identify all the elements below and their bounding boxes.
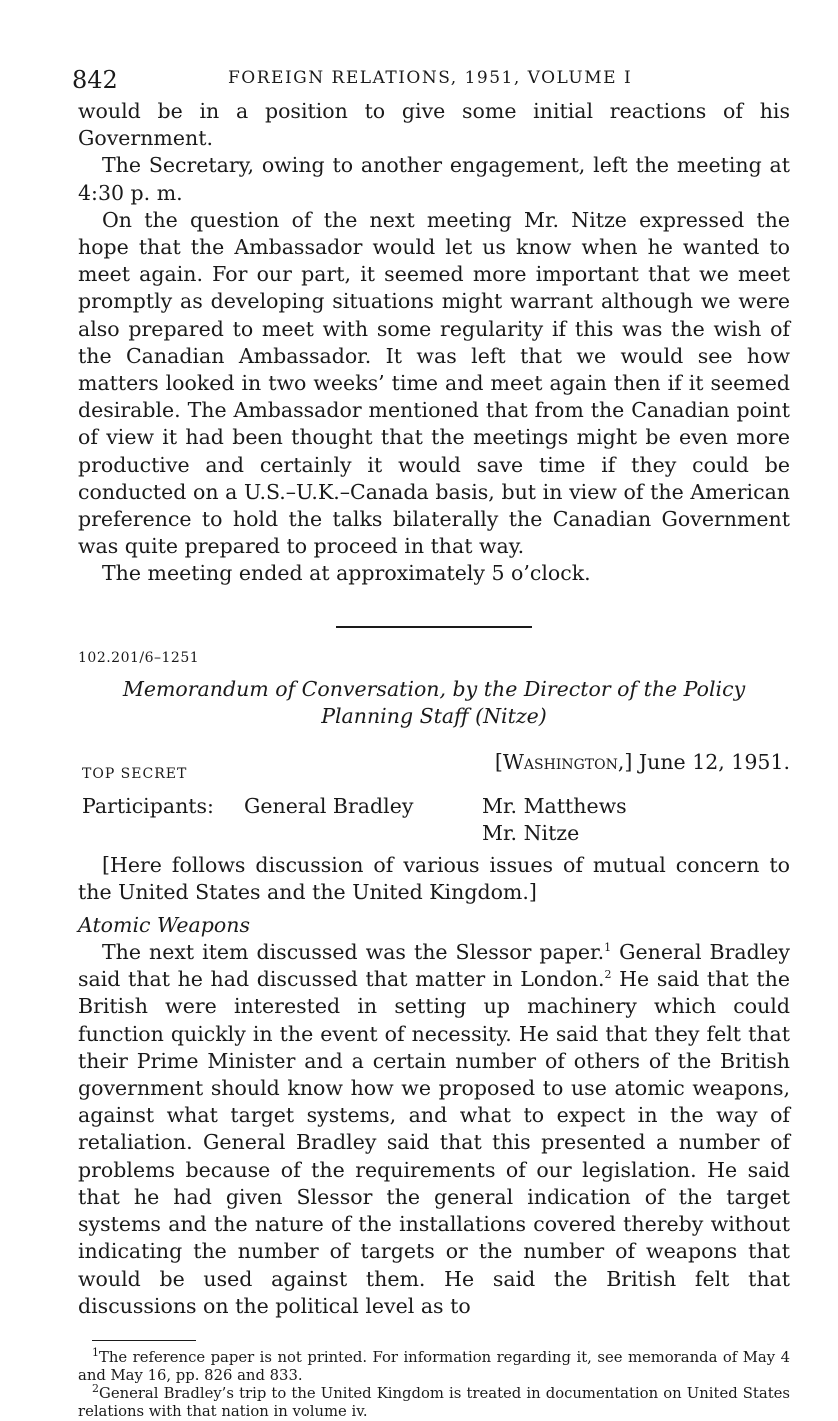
dateline-date: June 12, 1951. (638, 749, 790, 774)
participant: Mr. Matthews (482, 793, 627, 818)
section-subheading: Atomic Weapons (78, 913, 250, 938)
running-title: FOREIGN RELATIONS, 1951, VOLUME I (228, 68, 633, 88)
footnote-reference[interactable]: 2 (604, 968, 612, 982)
footnote-text: General Bradley’s trip to the United Kingdom is treated in documentation on United States relations with that nation in volume iv. (78, 1384, 790, 1420)
participant: General Bradley (244, 793, 414, 818)
body-text: The next item discussed was the Slessor paper. (102, 940, 605, 965)
footnote-mark: 2 (92, 1381, 99, 1395)
footnote-reference[interactable]: 1 (604, 941, 612, 955)
dateline-row (78, 748, 790, 794)
footnote (78, 1381, 790, 1421)
body-text: He said that the British were interested in setting up machinery which could function quickly in the event of necessity. He said that they felt that their Prime Minister and a certain number of others of the British government should know how we proposed to use atomic weapons, against what target systems, and what to expect in the way of retaliation. General Bradley said that this presented a number of problems because of the requirements of our legislation. He said that he had given Slessor the general indication of the target systems and the nature of the installations covered thereby without indicating the number of targets or the number of weapons that would be used against them. He said the British felt that discussions on the political level as to (78, 967, 790, 1318)
running-header (72, 58, 790, 98)
meeting-ended-paragraph: The meeting ended at approximately 5 o’clock. (102, 561, 591, 586)
page-number: 842 (72, 66, 118, 94)
participant: Mr. Nitze (482, 820, 580, 845)
document-page (72, 58, 790, 1421)
footnote-text: The reference paper is not printed. For information regarding it, see memoranda of May 4 and May 16, pp. 826 and 833. (78, 1348, 790, 1384)
body-paragraph (78, 939, 790, 1320)
footnote-rule (92, 1340, 196, 1341)
classification: TOP SECRET (82, 765, 188, 782)
secretary-paragraph: The Secretary, owing to another engagement, left the meeting at 4:30 p. m. (78, 153, 790, 205)
editorial-note: [Here follows discussion of various issues of mutual concern to the United States and the United Kingdom.] (78, 852, 790, 904)
participants-block (78, 794, 790, 848)
file-number: 102.201/6–1251 (78, 649, 200, 666)
next-meeting-paragraph: On the question of the next meeting Mr. Nitze expressed the hope that the Ambassador would let us know when he wanted to meet again. For our part, it seemed more important that we meet promptly as developing situations might warrant although we were also prepared to meet with some regularity if this was the wish of the Canadian Ambassador. It was left that we would see how matters looked in two weeks’ time and meet again then if it seemed desirable. The Ambassador mentioned that from the Canadian point of view it had been thought that the meetings might be even more productive and certainly it would save time if they could be conducted on a U.S.–U.K.–Canada basis, but in view of the American preference to hold the talks bilaterally the Canadian Government was quite prepared to proceed in that way. (78, 207, 790, 559)
body-text: General Bradley said that he had discussed that matter in London. (78, 940, 790, 992)
section-divider (336, 626, 532, 628)
continued-paragraph: would be in a position to give some initial reactions of his Government. (78, 99, 790, 151)
document-title: Memorandum of Conversation, by the Director of the Policy Planning Staff (Nitze) (122, 676, 746, 728)
participants-label: Participants: (82, 793, 214, 818)
dateline-place: [Washington,] (494, 749, 633, 774)
footnote-mark: 1 (92, 1345, 99, 1359)
dateline (495, 750, 790, 774)
